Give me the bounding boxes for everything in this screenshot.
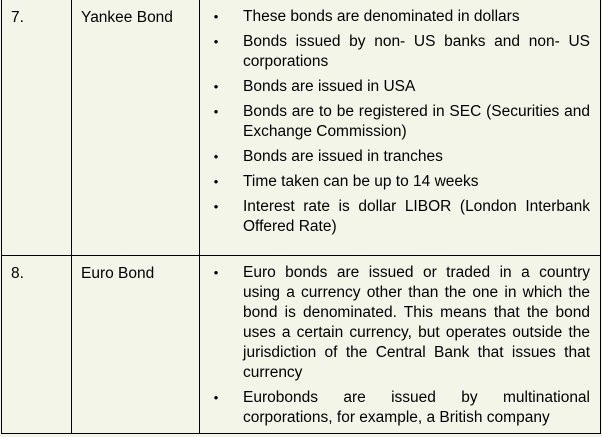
- feature-list: [200, 0, 600, 242]
- feature-item: [200, 263, 590, 383]
- bond-name-cell: [72, 0, 200, 256]
- feature-item: [200, 388, 590, 428]
- feature-text: Interest rate is dollar LIBOR (London Interbank Offered Rate): [243, 198, 590, 235]
- feature-text: Time taken can be up to 14 weeks: [243, 173, 479, 190]
- bullet-icon: •: [213, 149, 219, 164]
- table-row: [2, 0, 601, 256]
- bullet-icon: •: [213, 79, 219, 94]
- row-number-cell: [2, 0, 72, 256]
- bullet-icon: •: [213, 390, 219, 405]
- feature-text: Euro bonds are issued or traded in a country using a currency other than the one in which the bond is denominated. This means that the bond uses a certain currency, but operates outside the jurisdiction of the Central Bank that issues that currency: [243, 264, 590, 381]
- feature-text: Bonds are to be registered in SEC (Securities and Exchange Commission): [243, 103, 590, 140]
- bond-name: Yankee Bond: [81, 9, 173, 26]
- feature-list: [200, 256, 600, 433]
- row-number: 8.: [11, 265, 24, 282]
- feature-text: Bonds are issued in USA: [243, 78, 416, 95]
- feature-item: [200, 172, 590, 192]
- feature-text: These bonds are denominated in dollars: [243, 8, 520, 25]
- feature-item: [200, 32, 590, 72]
- feature-item: [200, 77, 590, 97]
- feature-text: Eurobonds are issued by multinational corporations, for example, a British company: [243, 389, 590, 426]
- feature-item: [200, 7, 590, 27]
- bullet-icon: •: [213, 9, 219, 24]
- row-number: 7.: [11, 9, 24, 26]
- feature-item: [200, 147, 590, 167]
- bond-name-cell: [72, 256, 200, 434]
- bullet-icon: •: [213, 199, 219, 214]
- features-cell: [200, 0, 601, 256]
- feature-item: [200, 102, 590, 142]
- feature-text: Bonds issued by non- US banks and non- US corporations: [243, 33, 590, 70]
- bullet-icon: •: [213, 34, 219, 49]
- bullet-icon: •: [213, 104, 219, 119]
- feature-text: Bonds are issued in tranches: [243, 148, 443, 165]
- bond-name: Euro Bond: [81, 265, 155, 282]
- bond-types-table: [1, 0, 601, 434]
- table-row: [2, 256, 601, 434]
- feature-item: [200, 197, 590, 237]
- features-cell: [200, 256, 601, 434]
- row-number-cell: [2, 256, 72, 434]
- bullet-icon: •: [213, 265, 219, 280]
- bullet-icon: •: [213, 174, 219, 189]
